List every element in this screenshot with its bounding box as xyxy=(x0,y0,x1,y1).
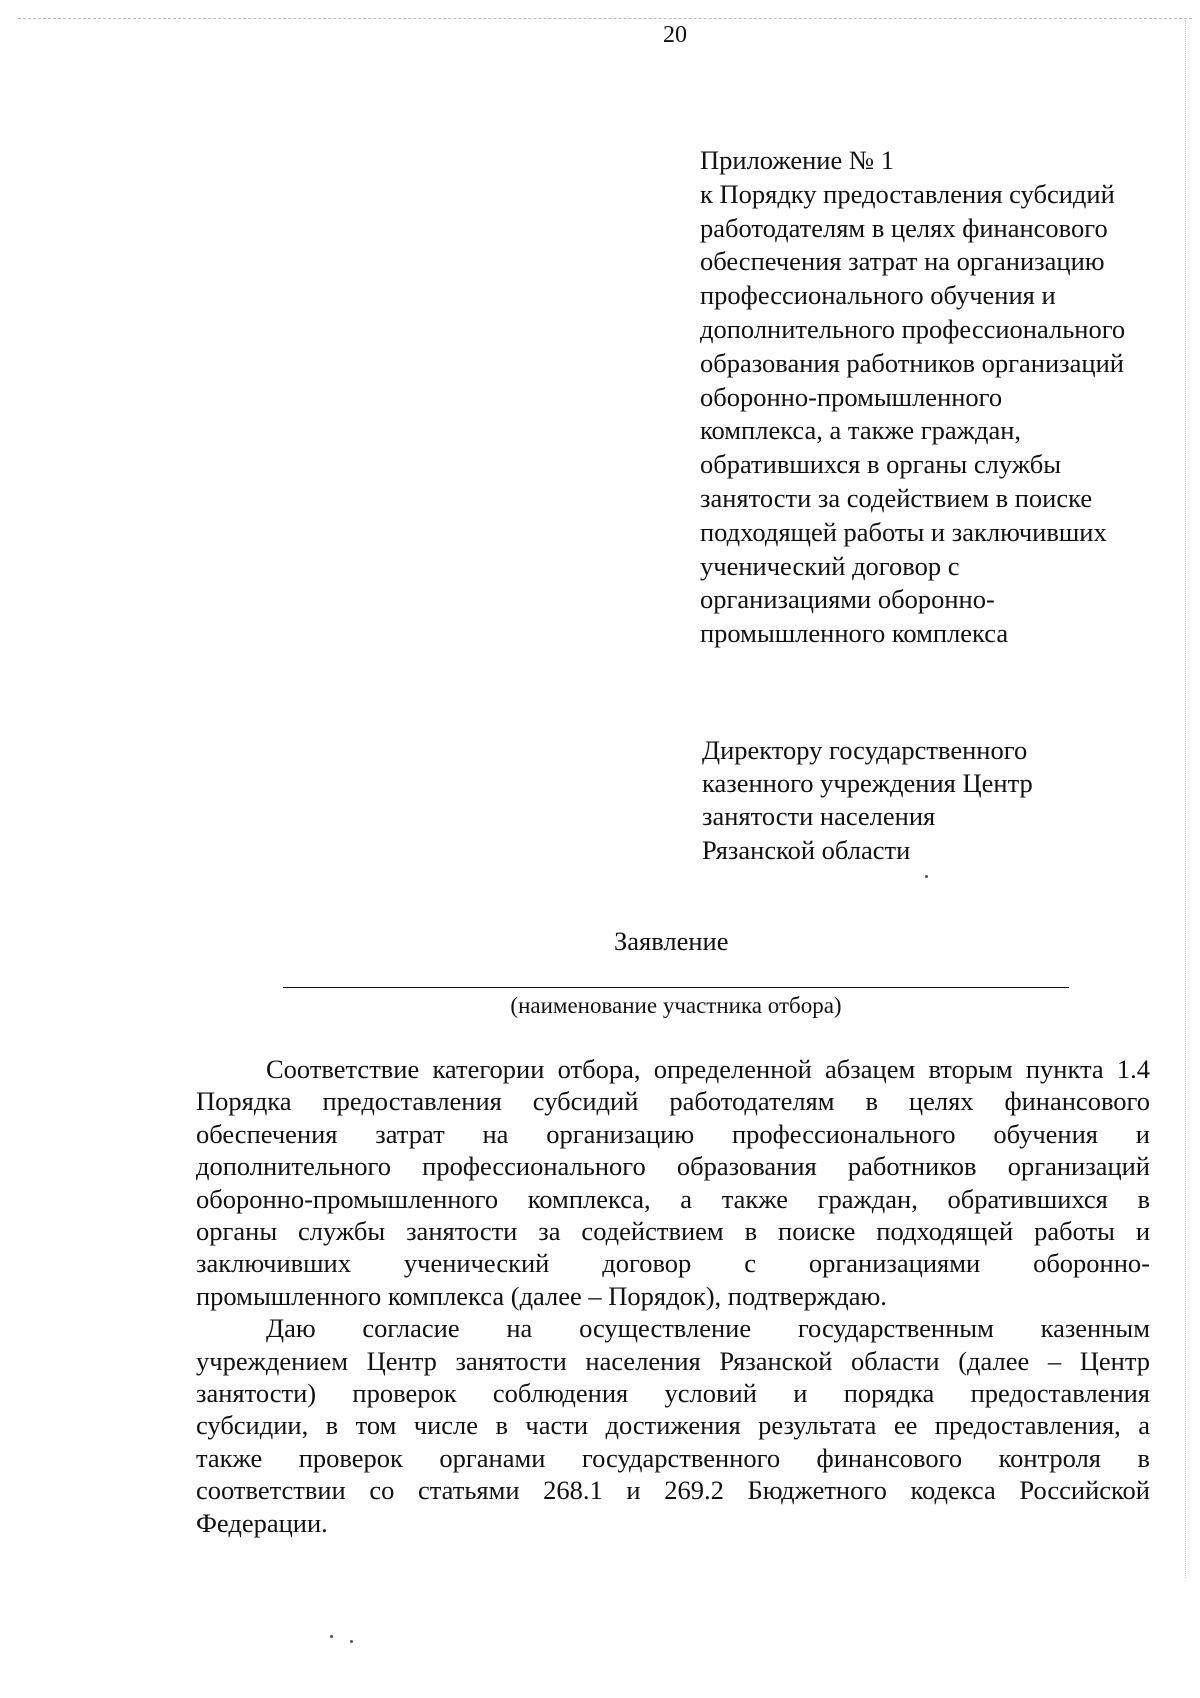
appendix-line: комплекса, а также граждан, xyxy=(700,415,1022,446)
appendix-line: дополнительного профессионального xyxy=(700,313,1126,344)
paragraph-1-line: органы службы занятости за содействием в поиске подходящей работы и xyxy=(196,1216,1150,1247)
document-title: Заявление xyxy=(614,926,729,956)
paragraph-2-line: учреждением Центр занятости населения Рязанской области (далее – Центр xyxy=(196,1345,1150,1376)
paragraph-2-line: Федерации. xyxy=(196,1507,328,1538)
addressee-line: занятости населения xyxy=(702,801,936,832)
paragraph-2-line: занятости) проверок соблюдения условий и порядка предоставления xyxy=(196,1378,1150,1409)
appendix-line: Приложение № 1 xyxy=(700,145,895,175)
appendix-line: профессионального обучения и xyxy=(700,280,1056,311)
appendix-line: организациями оборонно- xyxy=(700,584,995,615)
paragraph-1-line: Соответствие категории отбора, определенной абзацем вторым пункта 1.4 xyxy=(266,1054,1150,1084)
addressee-block xyxy=(702,734,1142,867)
paragraph-2-line: Даю согласие на осуществление государственным казенным xyxy=(266,1313,1150,1344)
appendix-line: к Порядку предоставления субсидий xyxy=(700,178,1115,209)
paragraph-2-line: также проверок органами государственного финансового контроля в xyxy=(196,1442,1150,1473)
paragraph-1-line: оборонно-промышленного комплекса, а также граждан, обратившихся в xyxy=(196,1183,1150,1214)
appendix-line: обеспечения затрат на организацию xyxy=(700,246,1105,277)
appendix-line: образования работников организаций xyxy=(700,347,1124,378)
appendix-line: промышленного комплекса xyxy=(700,618,1009,649)
scan-speck xyxy=(350,1640,353,1643)
scan-speck xyxy=(330,1635,333,1638)
addressee-line: Директору государственного xyxy=(702,735,1028,765)
scan-edge-top xyxy=(18,18,1192,19)
scan-speck xyxy=(925,875,928,878)
appendix-line: занятости за содействием в поиске xyxy=(700,482,1093,513)
paragraph-1-line: обеспечения затрат на организацию профессионального обучения и xyxy=(196,1118,1150,1149)
paragraph-1-line: дополнительного профессионального образования работников организаций xyxy=(196,1151,1150,1182)
scan-edge-right xyxy=(1185,20,1186,1578)
addressee-line: казенного учреждения Центр xyxy=(702,768,1033,799)
paragraph-2-line: соответствии со статьями 268.1 и 269.2 Бюджетного кодекса Российской xyxy=(196,1475,1150,1506)
appendix-line: подходящей работы и заключивших xyxy=(700,516,1107,547)
appendix-line: ученический договор с xyxy=(700,550,960,581)
participant-name-line xyxy=(283,987,1069,988)
statement-body xyxy=(196,1053,1150,1539)
page-number: 20 xyxy=(663,22,687,48)
paragraph-1-line: Порядка предоставления субсидий работодателям в целях финансового xyxy=(196,1086,1150,1117)
appendix-line: работодателям в целях финансового xyxy=(700,212,1108,243)
paragraph-1-line: заключивших ученический договор с организациями оборонно- xyxy=(196,1248,1150,1279)
addressee-line: Рязанской области xyxy=(702,834,911,865)
appendix-block xyxy=(700,144,1170,651)
paragraph-1-line: промышленного комплекса (далее – Порядок), подтверждаю. xyxy=(196,1280,887,1311)
paragraph-2-line: субсидии, в том числе в части достижения результата ее предоставления, а xyxy=(196,1410,1150,1441)
appendix-line: обратившихся в органы службы xyxy=(700,449,1061,480)
appendix-line: оборонно-промышленного xyxy=(700,381,1003,412)
participant-name-caption: (наименование участника отбора) xyxy=(510,993,842,1018)
